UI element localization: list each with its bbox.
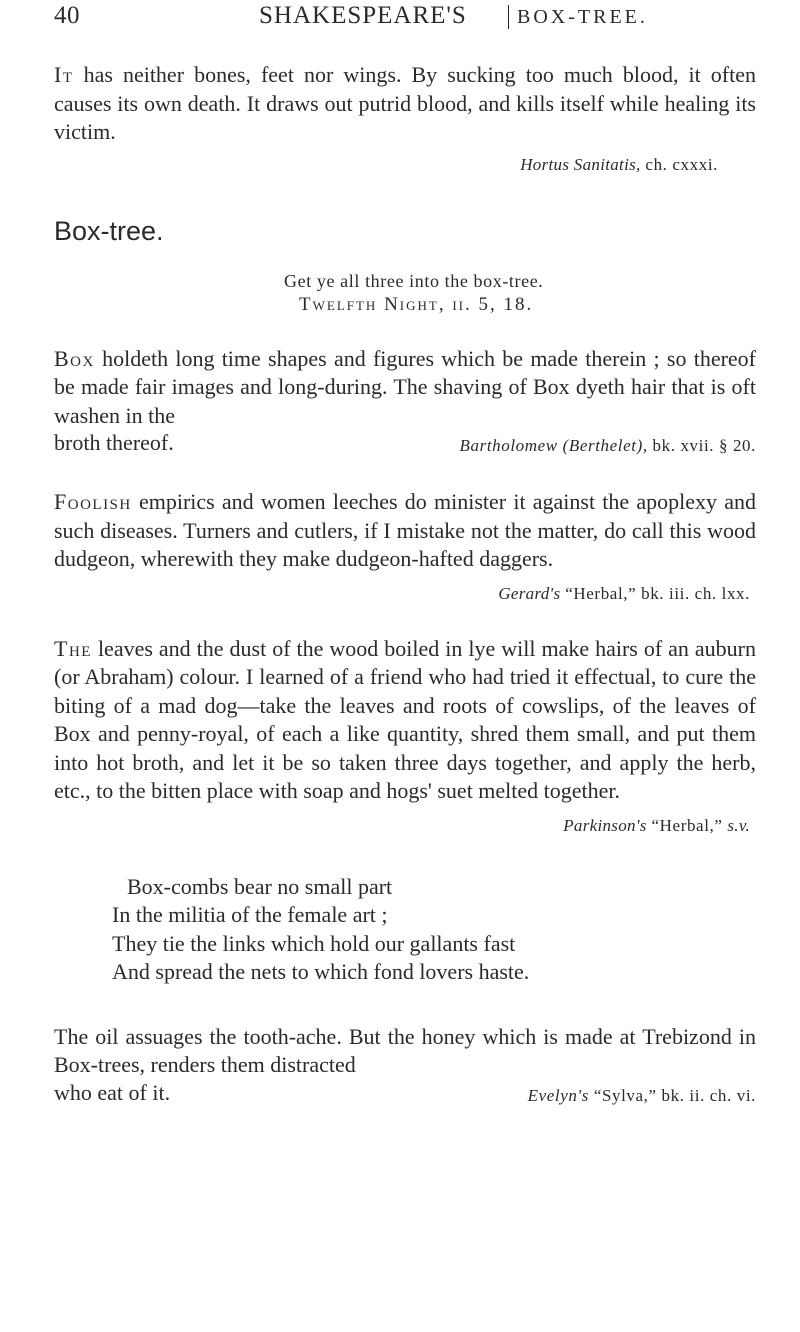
verse-line: Box-combs bear no small part	[127, 873, 393, 899]
citation	[54, 583, 750, 605]
citation-author: Parkinson's	[563, 815, 647, 835]
lead-word: Box	[54, 345, 95, 371]
passage-evelyn	[54, 1023, 756, 1080]
citation	[460, 436, 756, 456]
citation-author: Evelyn's	[527, 1085, 589, 1105]
paragraph-text: empirics and women leeches do minister it against the apoplexy and such diseases. Turners and cutlers, if I mistake not the matter, do call this wood dudgeon, wherewith they make dudgeon-hafted daggers.	[54, 489, 756, 571]
epigraph-source: Twelfth Night, ii. 5, 18.	[299, 293, 534, 315]
passage-bartholomew	[54, 345, 756, 431]
verse-line: And spread the nets to which fond lovers haste.	[112, 959, 530, 984]
lead-word: Foolish	[54, 489, 132, 514]
citation-author: Bartholomew	[459, 436, 558, 455]
citation-sv: s.v.	[727, 815, 750, 835]
citation-ref: “Sylva,” bk. ii. ch. vi.	[593, 1085, 756, 1105]
passage-gerard	[54, 488, 756, 574]
book-page	[54, 0, 756, 1108]
page-number: 40	[54, 2, 80, 29]
paragraph-text: has neither bones, feet nor wings. By sucking too much blood, it often causes its own death. It draws out putrid blood, and kills itself while healing its victim.	[54, 62, 756, 144]
running-title: SHAKESPEARE'S	[259, 2, 467, 29]
paragraph-text: The oil assuages the tooth-ache. But the honey which is made at Trebizond in Box-trees, renders them distracted	[54, 1023, 756, 1077]
paragraph-tail-line	[54, 1080, 756, 1108]
verse-line: In the militia of the female art ;	[112, 902, 388, 927]
passage-parkinson	[54, 635, 756, 806]
paragraph-tail-line	[54, 430, 756, 458]
citation	[528, 1086, 756, 1106]
lead-word: It	[54, 62, 74, 87]
citation-ref: bk. xvii. § 20.	[652, 436, 756, 455]
citation-paren: (Berthelet),	[562, 436, 648, 455]
citation-author: Gerard's	[498, 583, 561, 603]
section-title: BOX-TREE.	[508, 5, 648, 29]
citation	[54, 815, 750, 837]
verse-quotation	[112, 873, 756, 987]
paragraph-tail: broth thereof.	[54, 430, 174, 455]
citation-ref: “Herbal,”	[651, 815, 723, 835]
citation-ref: “Herbal,” bk. iii. ch. lxx.	[565, 583, 750, 603]
citation-ref: ch. cxxxi.	[645, 154, 718, 174]
verse-line: They tie the links which hold our gallants fast	[112, 930, 516, 956]
citation-title: Hortus Sanitatis,	[520, 154, 641, 174]
running-header	[54, 2, 756, 32]
paragraph-tail: who eat of it.	[54, 1079, 171, 1105]
intro-paragraph	[54, 61, 756, 147]
paragraph-text: holdeth long time shapes and figures which be made therein ; so thereof be made fair images and long-during. The shaving of Box dyeth hair that is oft washen in the	[54, 345, 756, 428]
citation	[54, 154, 718, 176]
paragraph-text: leaves and the dust of the wood boiled in lye will make hairs of an auburn (or Abraham) colour. I learned of a friend who had tried it effectual, to cure the biting of a mad dog—take the leaves and roots of cowslips, of the leaves of Box and penny-royal, of each a like quantity, shred them small, and put them into hot broth, and let it be so taken three days together, and apply the herb, etc., to the bitten place with soap and hogs' suet melted together.	[54, 635, 756, 803]
epigraph-quote: Get ye all three into the box-tree.	[284, 270, 544, 291]
section-heading: Box-tree.	[54, 215, 164, 246]
lead-word: The	[54, 635, 92, 661]
